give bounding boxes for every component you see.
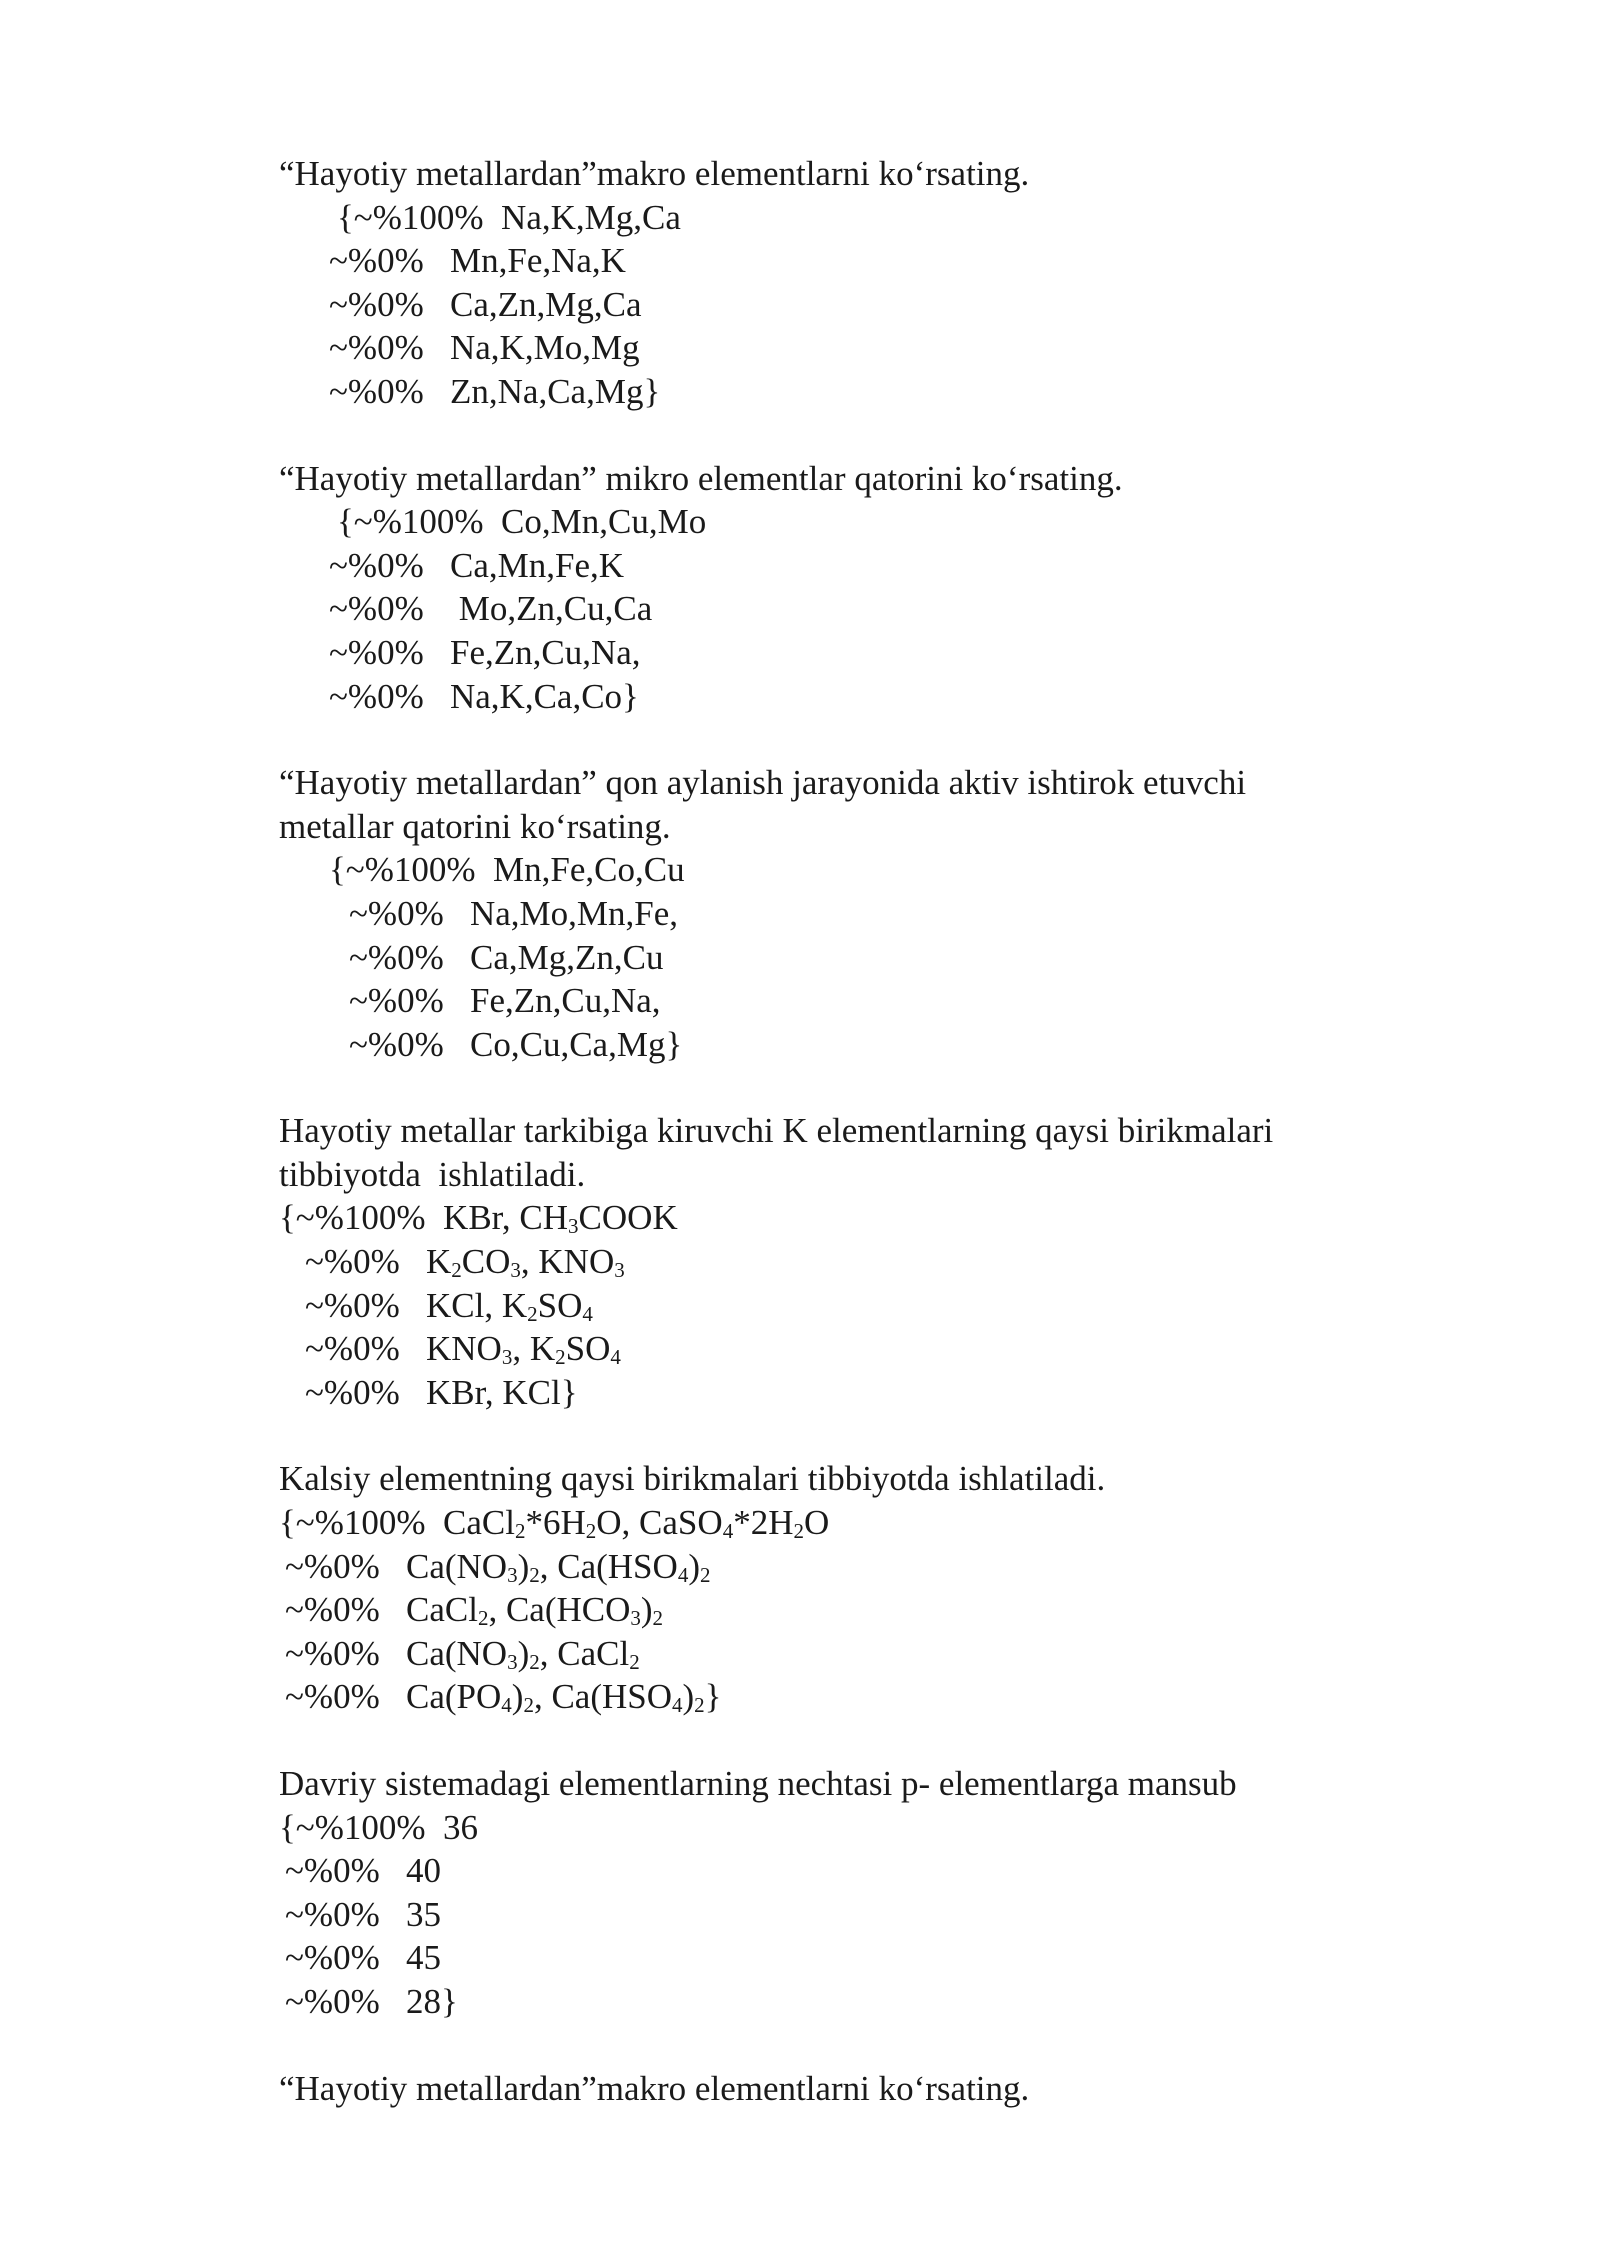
answer-text: Na,K,Mg,Ca	[501, 197, 681, 237]
answer-option	[279, 892, 1409, 936]
answer-option	[279, 544, 1409, 588]
answer-weight: ~%0%	[329, 371, 450, 411]
answer-text: Ca,Mn,Fe,K	[450, 545, 625, 585]
answer-weight: ~%0%	[305, 1242, 426, 1282]
answer-text: 45	[406, 1938, 441, 1978]
question-text: tibbiyotda ishlatiladi.	[279, 1154, 586, 1194]
question-block	[279, 457, 1409, 719]
answer-text: Ca,Mg,Zn,Cu	[470, 937, 664, 977]
answer-weight: ~%0%	[329, 284, 450, 324]
answer-weight: ~%0%	[329, 589, 459, 629]
answer-text: Co,Mn,Cu,Mo	[501, 502, 707, 542]
answer-option	[279, 1284, 1409, 1328]
answer-option	[279, 1196, 1409, 1240]
answer-weight: ~%0%	[285, 1677, 406, 1717]
question-text: Kalsiy elementning qaysi birikmalari tibbiyotda ishlatiladi.	[279, 1459, 1106, 1499]
answer-weight: ~%0%	[285, 1894, 406, 1934]
answer-weight: ~%0%	[285, 1633, 406, 1673]
answer-option	[279, 1327, 1409, 1371]
answer-weight: {~%100%	[329, 850, 494, 890]
answer-weight: ~%0%	[305, 1372, 426, 1412]
answer-weight: ~%0%	[329, 676, 450, 716]
answer-option	[279, 1588, 1409, 1632]
question-block	[279, 761, 1409, 1066]
answer-option	[279, 587, 1409, 631]
answer-text: 35	[406, 1894, 441, 1934]
answer-option	[279, 979, 1409, 1023]
answer-text: $CaCl_2*6H_2O$, $CaSO_4*2H_2O$	[443, 1503, 830, 1543]
question-block	[279, 1457, 1409, 1719]
answer-weight: ~%0%	[349, 937, 470, 977]
answer-weight: ~%0%	[285, 1981, 406, 2021]
answer-option	[279, 1893, 1409, 1937]
answer-text: 36	[443, 1807, 479, 1847]
answer-weight: ~%0%	[349, 1024, 470, 1064]
question-text: Hayotiy metallar tarkibiga kiruvchi K elementlarning qaysi birikmalari	[279, 1111, 1274, 1151]
answer-text: Ca,Zn,Mg,Ca	[450, 284, 642, 324]
answer-option	[279, 283, 1409, 327]
answer-option	[279, 1980, 1409, 2024]
answer-weight: {~%100%	[337, 502, 502, 542]
question-block	[279, 152, 1409, 414]
answer-option	[279, 1240, 1409, 1284]
answer-option	[279, 1806, 1409, 1850]
answer-option	[279, 1849, 1409, 1893]
answer-weight: {~%100%	[337, 197, 502, 237]
answer-option	[279, 1371, 1409, 1415]
answer-text: Fe,Zn,Cu,Na,	[470, 981, 661, 1021]
answer-weight: ~%0%	[305, 1329, 426, 1369]
question-text: “Hayotiy metallardan”makro elementlarni ko‘rsating.	[279, 154, 1030, 193]
answer-weight: {~%100%	[279, 1198, 444, 1238]
question-list	[279, 152, 1409, 2024]
answer-option	[279, 1632, 1409, 1676]
answer-weight: ~%0%	[305, 1285, 426, 1325]
answer-weight: ~%0%	[329, 632, 450, 672]
answer-option	[279, 631, 1409, 675]
answer-weight: ~%0%	[329, 545, 450, 585]
answer-option	[279, 1675, 1409, 1719]
document-page	[279, 152, 1409, 2110]
answer-text: 28}	[406, 1981, 458, 2021]
answer-option	[279, 196, 1409, 240]
answer-weight: ~%0%	[349, 893, 470, 933]
answer-weight: {~%100%	[279, 1807, 444, 1847]
question-block	[279, 1762, 1409, 2024]
answer-weight: ~%0%	[285, 1546, 406, 1586]
answer-text: KBr, KCl}	[426, 1372, 578, 1412]
answer-text: Mo,Zn,Cu,Ca	[458, 589, 653, 629]
question-text: metallar qatorini ko‘rsating.	[279, 806, 671, 846]
answer-text: Mn,Fe,Na,K	[450, 241, 626, 281]
answer-text: KBr, $CH_3COOK$	[443, 1198, 678, 1239]
answer-text: $KNO_3$, $K_2SO_4$	[426, 1329, 621, 1370]
answer-text: Co,Cu,Ca,Mg}	[470, 1024, 683, 1064]
answer-text: $K_2CO_3$, $KNO_3$	[426, 1242, 625, 1282]
answer-text: $Ca(NO_3)_2$, $Ca(HSO_4)_2$	[406, 1546, 711, 1587]
answer-text: KCl, $K_2SO_4$	[426, 1285, 593, 1326]
answer-option	[279, 1545, 1409, 1589]
answer-text: Fe,Zn,Cu,Na,	[450, 632, 641, 672]
question-text: “Hayotiy metallardan” qon aylanish jarayonida aktiv ishtirok etuvchi	[279, 763, 1247, 803]
answer-option	[279, 1936, 1409, 1980]
answer-weight: ~%0%	[349, 981, 470, 1021]
answer-weight: ~%0%	[329, 328, 450, 368]
answer-option	[279, 1501, 1409, 1545]
answer-option	[279, 500, 1409, 544]
question-text: Davriy sistemadagi elementlarning nechtasi p- elementlarga mansub	[279, 1764, 1237, 1803]
answer-option	[279, 936, 1409, 980]
answer-weight: ~%0%	[285, 1590, 406, 1630]
answer-option	[279, 1023, 1409, 1067]
answer-option	[279, 239, 1409, 283]
answer-text: Na,Mo,Mn,Fe,	[470, 893, 679, 933]
answer-text: Na,K,Ca,Co}	[450, 676, 639, 716]
answer-text: $Ca(PO_4)_2$, $Ca(HSO_4)_2$}	[406, 1677, 722, 1718]
answer-option	[279, 326, 1409, 370]
answer-weight: ~%0%	[329, 241, 450, 281]
answer-weight: {~%100%	[279, 1503, 444, 1543]
question-block	[279, 1109, 1409, 1414]
answer-text: Mn,Fe,Co,Cu	[493, 850, 685, 890]
answer-option	[279, 675, 1409, 719]
question-text-trailing: “Hayotiy metallardan”makro elementlarni ko‘rsating.	[279, 2068, 1030, 2108]
answer-option	[279, 370, 1409, 414]
answer-text: Na,K,Mo,Mg	[450, 328, 640, 368]
question-text: “Hayotiy metallardan” mikro elementlar qatorini ko‘rsating.	[279, 458, 1123, 498]
answer-weight: ~%0%	[285, 1851, 406, 1891]
answer-text: Zn,Na,Ca,Mg}	[450, 371, 661, 411]
answer-text: CaCl$_2$, $Ca(HCO_3)_2$	[406, 1590, 664, 1630]
answer-text: 40	[406, 1851, 441, 1891]
answer-option	[279, 848, 1409, 892]
answer-weight: ~%0%	[285, 1938, 406, 1978]
answer-text: $Ca(NO_3)_2$, CaCl$_2$	[406, 1633, 640, 1674]
